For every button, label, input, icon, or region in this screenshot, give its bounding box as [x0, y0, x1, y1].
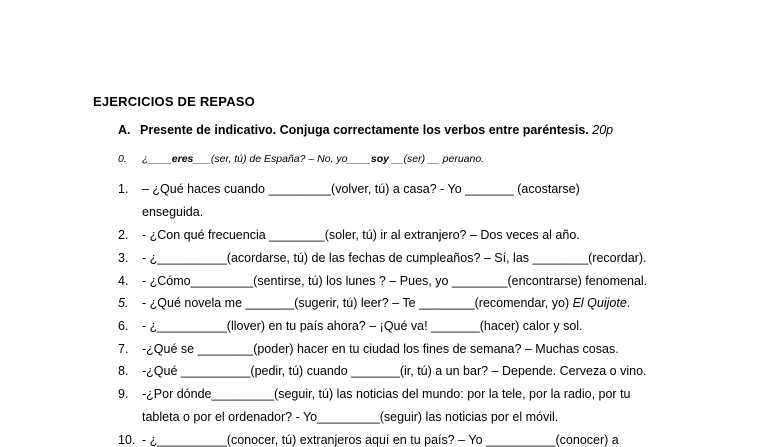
exercise-item-4: [118, 274, 647, 288]
example-answer-1: eres: [171, 153, 194, 165]
exercise-item-7: [118, 342, 619, 356]
item-text: – ¿Qué haces cuando _________(volver, tú) a casa? - Yo _______ (acostarse): [142, 182, 580, 196]
item-number: 6.: [118, 319, 129, 333]
item-text: -¿Por dónde_________(seguir, tú) las noticias del mundo: por la tele, por la radio, por tu: [142, 387, 631, 401]
book-title: El Quijote: [572, 296, 627, 310]
exercise-item-9-continuation: tableta o por el ordenador? - Yo_________(seguir) las noticias por el móvil.: [142, 410, 559, 424]
section-letter: A.: [118, 123, 131, 137]
example-item: [118, 153, 484, 165]
item-number: 4.: [118, 274, 129, 288]
item-text: - ¿__________(acordarse, tú) de las fechas de cumpleaños? – Sí, las ________(recordar).: [142, 251, 647, 265]
item-number: 1.: [118, 182, 129, 196]
item-text: - ¿__________(conocer, tú) extranjeros aquí en tu país? – Yo __________(conocer) a: [142, 433, 619, 447]
exercise-item-5: [118, 296, 630, 310]
exercise-item-6: [118, 319, 583, 333]
item-number: 3.: [118, 251, 129, 265]
exercise-item-1-continuation: enseguida.: [142, 205, 204, 219]
item-tail: .: [626, 296, 631, 310]
item-number: 10.: [118, 433, 136, 447]
exercise-item-2: [118, 228, 580, 242]
item-number: 7.: [118, 342, 129, 356]
section-points: 20p: [592, 123, 614, 137]
item-text: -¿Qué se ________(poder) hacer en tu ciudad los fines de semana? – Muchas cosas.: [142, 342, 619, 356]
example-text-3: __(ser) __ peruano.: [388, 153, 485, 165]
item-text: - ¿Cómo_________(sentirse, tú) los lunes ? – Pues, yo ________(encontrarse) fenomenal.: [142, 274, 648, 288]
item-number: 9.: [118, 387, 129, 401]
item-text: - ¿Con qué frecuencia ________(soler, tú) ir al extranjero? – Dos veces al año.: [142, 228, 580, 242]
item-text: - ¿__________(llover) en tu país ahora? – ¡Qué va! _______(hacer) calor y sol.: [142, 319, 583, 333]
section-instructions: Presente de indicativo. Conjuga correctamente los verbos entre paréntesis.: [140, 123, 589, 137]
page-title: EJERCICIOS DE REPASO: [93, 94, 255, 109]
exercise-item-1: [118, 182, 580, 196]
exercise-item-8: [118, 364, 647, 378]
example-text-1: ¿____: [142, 153, 172, 165]
item-text: -¿Qué __________(pedir, tú) cuando _______(ir, tú) a un bar? – Depende. Cerveza o vino.: [142, 364, 647, 378]
item-number: 8.: [118, 364, 129, 378]
item-text: - ¿Qué novela me _______(sugerir, tú) leer? – Te ________(recomendar, yo): [142, 296, 573, 310]
item-number: 5.: [118, 296, 129, 310]
example-answer-2: soy: [370, 153, 389, 165]
exercise-item-3: [118, 251, 646, 265]
exercise-item-9: [118, 387, 631, 401]
example-text-2: ___(ser, tú) de España? – No, yo____: [193, 153, 371, 165]
exercise-item-10: [118, 433, 619, 447]
example-number: 0.: [118, 153, 127, 165]
item-number: 2.: [118, 228, 129, 242]
section-heading: [118, 123, 613, 137]
